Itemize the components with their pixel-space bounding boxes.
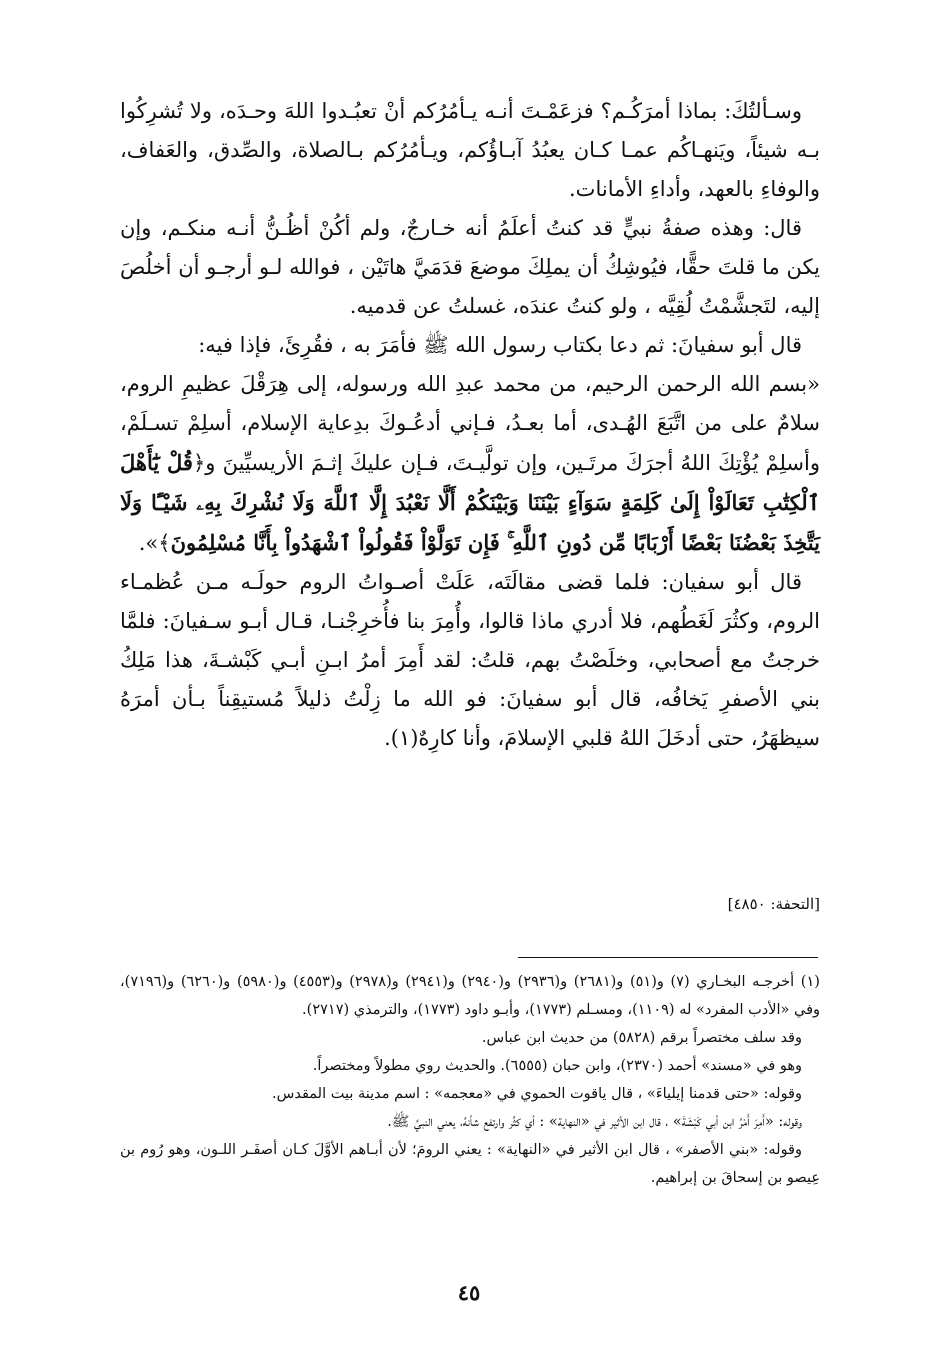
letter-intro: «بسم الله الرحمن الرحيم، من محمد عبدِ الله ورسوله، إلى هِرَقْلَ عظيمِ الروم، سلامٌ على من اتَّبَعَ الهُـدى، أما بعـدُ، فـإني أدعُـوكَ بدِعاية الإسلام، أسلِمْ تسـلَمْ، وأسلِمْ يُؤْتِكَ اللهُ أجرَكَ مرتَـين، وإن تولَّيـتَ، فـإن عليكَ إثـمَ الأريسيِّينَ و﴿ — [120, 372, 820, 475]
paragraph-questions: وسـألتُكَ: بماذا أمرَكُـم؟ فزعَمْـتَ أنـه يـأمُرُكم أنْ تعبُـدوا اللهَ وحـدَه، ولا تُشرِكُوا بـه شيئاً، ويَنهـاكُم عمـا كـان يعبُدُ آبـاؤُكم، ويـأمُرُكم بـالصلاة، والصِّدق، والعَفاف، والوفاءِ بالعهد، وأداءِ الأمانات. — [120, 99, 820, 201]
page-number: ٤٥ — [457, 1280, 481, 1305]
footnote-takhrij: (١) أخرجـه البخـاري (٧) و(٥١) و(٢٦٨١) و(٢٩٣٦) و(٢٩٤٠) و(٢٩٤١) و(٢٩٧٨) و(٤٥٥٣) و(٥٩٨٠) و(٦٢٦٠) و(٧١٩٦)، وفي «الأدب المفرد» له (١١٠٩)، ومسـلم (١٧٧٣)، وأبـو داود (١٧٧٣)، والترمذي (٢٧١٧). — [120, 974, 820, 1018]
prophet-letter — [120, 365, 820, 563]
quran-verse: قُلْ يَٰٓأَهْلَ ٱلْكِتَٰبِ تَعَالَوْاْ إِلَىٰ كَلِمَةٍ سَوَآءٍ بَيْنَنَا وَبَيْنَكُمْ أَلَّا نَعْبُدَ إِلَّا ٱللَّهَ وَلَا نُشْرِكَ بِهِۦ شَيْـًٔا وَلَا يَتَّخِذَ بَعْضُنَا بَعْضًا أَرْبَابًا مِّن دُونِ ٱللَّهِ ۚ فَإِن تَوَلَّوْاْ فَقُولُواْ ٱشْهَدُواْ بِأَنَّا مُسْلِمُونَ — [120, 450, 820, 555]
main-text — [120, 92, 820, 758]
footnote-line: وقد سلف مختصراً برقم (٥٨٢٨) من حديث ابن عباس. — [481, 1030, 802, 1046]
footnote-line: وقوله: «حتى قدمنا إيلياءَ» ، قال ياقوت الحموي في «معجمه» : اسم مدينة بيت المقدس. — [272, 1086, 802, 1102]
footnote-line: وهو في «مسند» أحمد (٢٣٧٠)، وابن حبان (٦٥٥٥). والحديث روي مطولاً ومختصراً. — [312, 1058, 802, 1074]
footnote-line: وقوله: «بني الأصفر» ، قال ابن الأثير في «النهاية» : يعني الرومَ؛ لأن أبـاهم الأوَّلَ كـان أصفَـر اللـون، وهو رُوم بن عِيصو بن إسحاقَ بن إبراهيم. — [120, 1142, 820, 1186]
paragraph-abu-sufyan-closing: قال أبو سفيان: فلما قضى مقالَتَه، عَلَتْ أصـواتُ الروم حولَـه مـن عُظمـاء الروم، وكثُرَ لَغَطُهم، فلا أدري ماذا قالوا، وأُمِرَ بنا فأُخرِجْنـا، قـال أبـو سـفيانَ: فلمَّا خرجتُ مع أصحابي، وخلَصْتُ بهم، قلتُ: لقد أَمِرَ أمرُ ابـنِ أبـي كَبْشـةَ، هذا مَلِكُ بني الأصفرِ يَخافُه، قال أبو سفيانَ: فو الله ما زِلْتُ ذليلاً مُستيقِناً بـأن أمرَهُ سيظهَرُ، حتى أدخَلَ اللهُ قلبي الإسلامَ، وأنا كارِهٌ(١). — [120, 570, 820, 750]
paragraph-heraclius-reply: قال: وهذه صفةُ نبيٍّ قد كنتُ أعلَمُ أنه خـارجٌ، ولم أكُنْ أظُـنُّ أنـه منكـم، وإن يكن ما قلتَ حقًّا، فيُوشِكُ أن يملِكَ موضعَ قدَمَيَّ هاتَيْن ، فوالله لـو أرجـو أن أخلُصَ إليه، لتَجشَّمْتُ لُقِيَّه ، ولو كنتُ عندَه، غسلتُ عن قدميه. — [120, 216, 820, 318]
verse-close: ﴾». — [138, 531, 171, 555]
footnote-line: وقوله: «أَمِرَ أَمْرُ ابن أبي كَبْشَةَ» ، قال ابن الأثير في «النهاية» : أي كثُر وارتفع شأنهُ، يعني النبيَّ ﷺ. — [387, 1114, 802, 1130]
tuhfa-reference: [التحفة: ٤٨٥٠] — [727, 895, 820, 913]
paragraph-letter-reading: قال أبو سفيانَ: ثم دعا بكتاب رسول الله ﷺ فأمَرَ به ، فقُرِئَ، فإذا فيه: — [198, 333, 802, 357]
footnote-divider — [518, 957, 818, 958]
footnotes — [120, 968, 820, 1192]
